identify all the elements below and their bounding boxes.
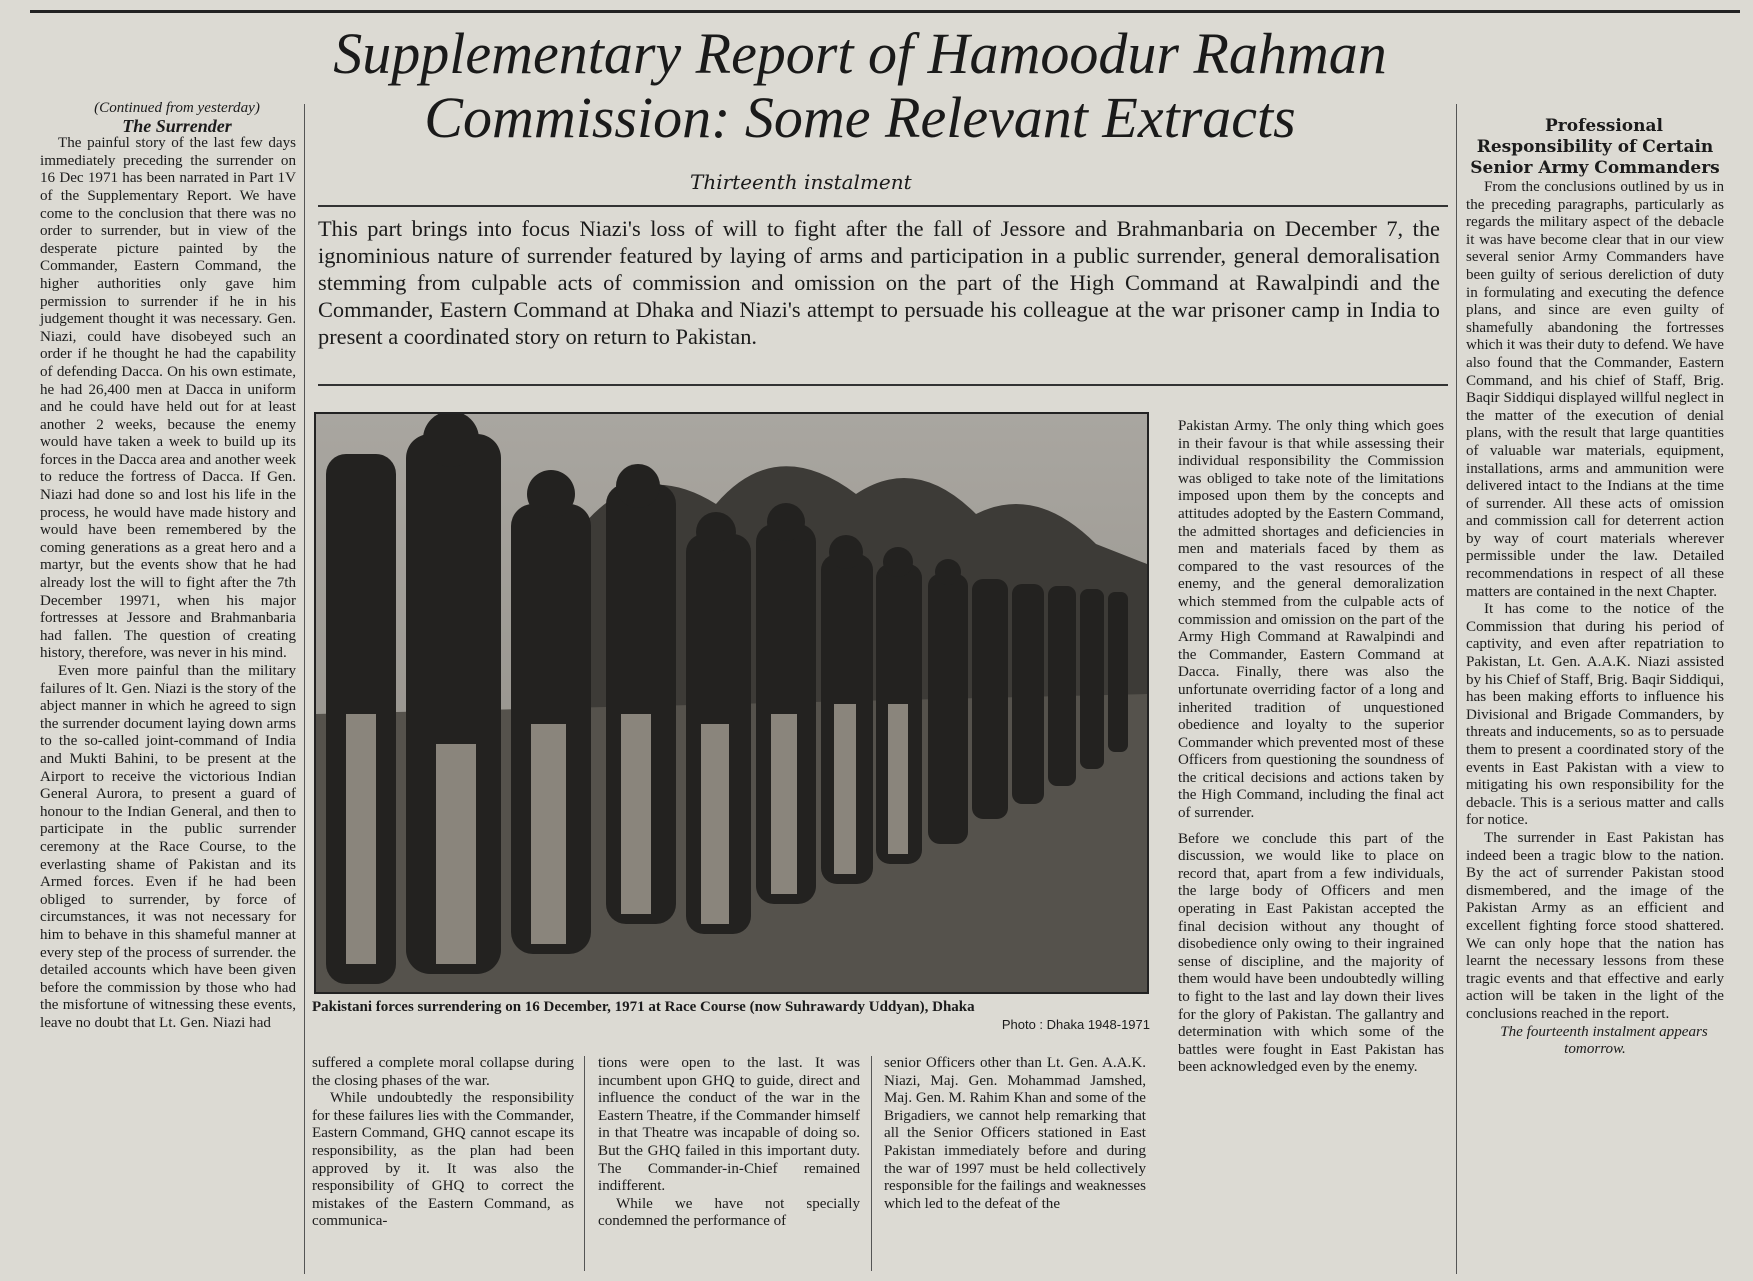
top-rule: [30, 10, 1740, 13]
intro-top-rule: [318, 205, 1448, 207]
headline-line-1: Supplementary Report of Hamoodur Rahman: [333, 21, 1387, 86]
bottom-column-3: [884, 1055, 1146, 1213]
bottom-col2-paragraph-1: tions were open to the last. It was incumbent upon GHQ to guide, direct and influence the conduct of the war in the Eastern Theatre, if the Commander himself in that Theatre was incapable of doing so. But the GHQ failed in this important duty. The Commander-in-Chief remained indifferent.: [598, 1055, 860, 1195]
right-inner-column: [1178, 418, 1444, 1077]
column-divider-left: [304, 104, 305, 1274]
section-heading-professional-responsibility: Professional Responsibility of Certain Senior Army Commanders: [1470, 116, 1720, 178]
intro-standfirst: This part brings into focus Niazi's loss of will to fight after the fall of Jessore and Brahmanbaria on December 7, the ignominious nature of surrender featured by laying of arms and participation in a public surrender, general demoralisation stemming from culpable acts of commission and omission on the part of the High Command at Rawalpindi and the Commander, Eastern Command at Dhaka and Niazi's attempt to persuade his colleague at the war prisoner camp in India to present a coordinated story on return to Pakistan.: [318, 216, 1440, 349]
bottom-col1-paragraph-2: While undoubtedly the responsibility for these failures lies with the Commander, Eastern Command, GHQ cannot escape its responsibility, as the plan had been approved by it. It was also the responsibility of GHQ to correct the mistakes of the Eastern Command, as communica-: [312, 1090, 574, 1230]
bottom-divider-1: [584, 1056, 585, 1271]
instalment-label: Thirteenth instalment: [690, 170, 912, 194]
photo-illustration: [316, 414, 1147, 992]
bottom-column-2: [598, 1055, 860, 1231]
photo-caption: Pakistani forces surrendering on 16 December, 1971 at Race Course (now Suhrawardy Uddyan), Dhaka: [312, 999, 975, 1015]
bottom-divider-2: [871, 1056, 872, 1271]
right-inner-paragraph-1: Pakistan Army. The only thing which goes in their favour is that while assessing their individual responsibility the Commission was obliged to take note of the limitations imposed upon them by the concepts and attitudes adopted by the Eastern Command, the admitted shortages and deficiencies in men and materials faced by them as compared to the vast resources of the enemy, and the general demoralization which stemmed from the culpable acts of commission and omission on the part of the Army High Command at Rawalpindi and the Commander, Eastern Command at Dacca. Finally, there was also the unfortunate overriding factor of a long and inherited tradition of unquestioned obedience and loyalty to the superior Commander which prevented most of these Officers from questioning the soundness of the critical decisions and actions taken by the High Command, including the final act of surrender.: [1178, 418, 1444, 822]
right-paragraph-1: From the conclusions outlined by us in the preceding paragraphs, particularly as regards the military aspect of the debacle it was have become clear that in our view several senior Army Commanders have been guilty of serious dereliction of duty in formulating and executing the defence plans, and since are even guilty of shamefully abandoning the fortresses which it was their duty to defend. We have also found that the Commander, Eastern Command, and his chief of Staff, Brig. Baqir Siddiqui displayed willful neglect in the matter of the execution of denial plans, with the result that large quantities of valuable war materials, equipment, installations, arms and ammunition were delivered intact to the Indians at the time of surrender. All these acts of omission and commission call for deterrent action by way of court materials wherever permissible under the law. Detailed recommendations in respect of all these matters are contained in the next Chapter.: [1466, 179, 1724, 600]
bottom-col1-paragraph-1: suffered a complete moral collapse during the closing phases of the war.: [312, 1055, 574, 1089]
next-instalment-note: The fourteenth instalment appears tomorrow.: [1500, 1023, 1708, 1058]
right-paragraph-3: The surrender in East Pakistan has indeed been a tragic blow to the nation. By the act of surrender Pakistan stood dismembered, and the image of the Pakistan Army as an efficient and excellent fighting force stood shattered. We can only hope that the nation has learnt the necessary lessons from these tragic events and that effective and early action will be taken in the light of the conclusions reached in the report.: [1466, 829, 1724, 1022]
bottom-col2-paragraph-2: While we have not specially condemned the performance of: [598, 1195, 860, 1230]
bottom-column-1: [312, 1055, 574, 1231]
right-inner-paragraph-2: Before we conclude this part of the discussion, we would like to place on record that, apart from a few individuals, the large body of Officers and men operating in East Pakistan accepted the final decision without any thought of disobedience only owing to their ingrained sense of discipline, and the majority of them would have been undoubtedly willing to fight to the last and lay down their lives for the glory of Pakistan. The gallantry and determination with which some of the battles were fought in East Pakistan has been acknowledged even by the enemy.: [1178, 830, 1444, 1076]
column-divider-right: [1456, 104, 1457, 1274]
left-column: [40, 100, 296, 1032]
right-paragraph-2: It has come to the notice of the Commission that during his period of captivity, and even after repatriation to Pakistan, Lt. Gen. A.A.K. Niazi assisted by his Chief of Staff, Brig. Baqir Siddiqui, has been making efforts to influence his Divisional and Brigade Commanders, by threats and inducements, so as to persuade them to present a coordinated story of the events in East Pakistan with a view to mitigating his own responsibility for the debacle. This is a serious matter and calls for notice.: [1466, 601, 1724, 829]
headline: [230, 22, 1490, 150]
photo-credit: Photo : Dhaka 1948-1971: [1001, 1017, 1150, 1032]
headline-line-2: Commission: Some Relevant Extracts: [424, 85, 1296, 150]
surrender-photo: [314, 412, 1149, 994]
bottom-col3-paragraph-1: senior Officers other than Lt. Gen. A.A.K. Niazi, Maj. Gen. Mohammad Jamshed, Maj. Gen. M. Rahim Khan and some of the Brigadiers, we cannot help remarking that all the Senior Officers stationed in East Pakistan immediately before and during the war of 1997 must be held collectively responsible for the failings and weaknesses which led to the defeat of the: [884, 1055, 1146, 1212]
continued-note: (Continued from yesterday): [94, 100, 260, 116]
intro-bottom-rule: [318, 384, 1448, 386]
left-paragraph-1: The painful story of the last few days immediately preceding the surrender on 16 Dec 1971 has been narrated in Part 1V of the Supplementary Report. We have come to the conclusion that there was no order to surrender, but in view of the desperate picture painted by the Commander, Eastern Command, the higher authorities only gave him permission to surrender if he in his judgement thought it was necessary. Gen. Niazi, could have disobeyed such an order if he thought he had the capability of defending Dacca. On his own estimate, he had 26,400 men at Dacca in uniform and he could have held out for at least another 2 weeks, because the enemy would have taken a week to build up its forces in the Dacca area and another week to reduce the fortress of Dacca. If Gen. Niazi had done so and lost his life in the process, he would have made history and would have been remembered by the coming generations as a great hero and a martyr, but the events show that he had already lost the will to fight after the 7th December 19971, when his major fortresses at Jessore and Brahmanbaria had fallen. The question of creating history, therefore, was never in his mind.: [40, 135, 296, 662]
right-column: [1466, 116, 1724, 1059]
section-heading-surrender: The Surrender: [122, 115, 232, 136]
left-paragraph-2: Even more painful than the military failures of lt. Gen. Niazi is the story of the abject manner in which he agreed to sign the surrender document laying down arms to the so-called joint-command of India and Mukti Bahini, to be present at the Airport to receive the victorious Indian General Aurora, to present a guard of honour to the Indian General, and then to participate in the public surrender ceremony at the Race Course, to the everlasting shame of Pakistan and its Armed forces. Even if he had been obliged to surrender, by force of circumstances, it was not necessary for him to behave in this shameful manner at every step of the process of surrender. the detailed accounts which have been given before the commission by those who had the misfortune of witnessing these events, leave no doubt that Lt. Gen. Niazi had: [40, 663, 296, 1031]
